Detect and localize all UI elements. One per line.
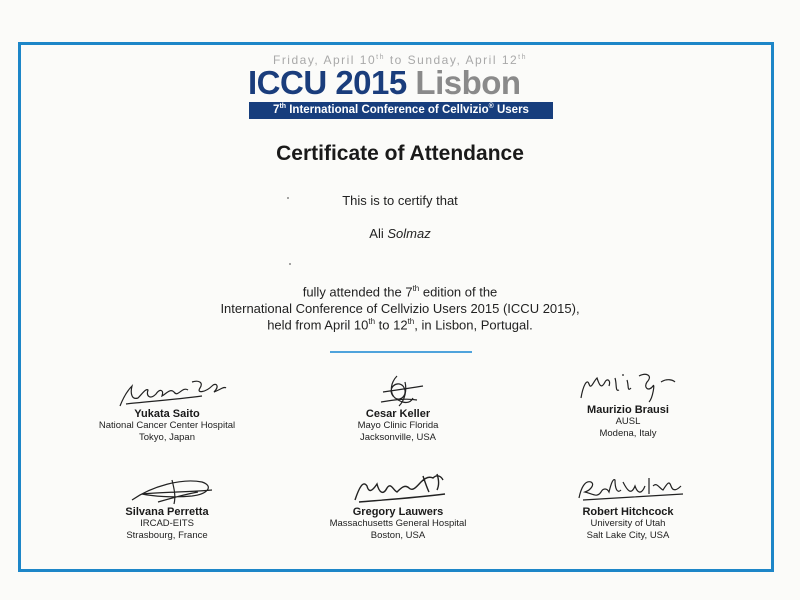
signatory-block [67,376,267,444]
attendee-name [0,226,800,241]
certificate-title: Certificate of Attendance [276,142,524,165]
signatory-location: Tokyo, Japan [139,432,195,443]
attendance-line-1: fully attended the 7th edition of the [302,284,498,300]
signatory-affiliation: Massachusetts General Hospital [329,518,467,529]
conference-banner: 7th International Conference of Cellvizio® Users [249,102,553,119]
signatory-location: Boston, USA [370,530,426,541]
attendance-line-3: held from April 10th to 12th, in Lisbon, Portugal. [267,317,533,333]
certify-line: This is to certify that [342,193,458,208]
conference-logo [248,64,558,100]
signatory-name: Gregory Lauwers [352,506,444,518]
signatory-location: Strasbourg, France [126,530,208,541]
signatory-affiliation: Mayo Clinic Florida [357,420,439,431]
signature-image [102,472,232,508]
signatory-affiliation: University of Utah [590,518,666,529]
signatory-block [298,470,498,542]
signatory-location: Jacksonville, USA [359,432,437,443]
signatory-affiliation: IRCAD-EITS [140,518,194,529]
attendee-first-name: Ali [369,226,384,241]
logo-city-text: Lisbon [415,64,521,101]
signature-image [353,372,443,410]
signatory-name: Yukata Saito [134,408,200,420]
signatory-block [528,368,728,440]
attendance-line-2: International Conference of Cellvizio Users 2015 (ICCU 2015), [220,301,580,316]
logo-main-text: ICCU 2015 [248,64,407,101]
signatory-affiliation: AUSL [615,416,641,427]
scan-speck [289,263,291,265]
event-dates: Friday, April 10th to Sunday, April 12th [272,53,528,67]
signatory-name: Silvana Perretta [125,506,209,518]
signature-image [102,376,232,410]
signatory-name: Cesar Keller [365,408,431,420]
signatory-block [298,372,498,444]
signatory-location: Salt Lake City, USA [586,530,670,541]
section-divider [330,351,472,353]
signatory-block [67,472,267,542]
signatory-affiliation: National Cancer Center Hospital [98,420,236,431]
signatory-name: Robert Hitchcock [582,506,674,518]
signatory-location: Modena, Italy [599,428,657,439]
signatory-name: Maurizio Brausi [587,404,669,416]
signature-image [563,470,693,508]
signatory-block [528,470,728,542]
signature-image [563,368,693,406]
signature-image [333,470,463,508]
attendee-last-name: Solmaz [387,226,431,241]
